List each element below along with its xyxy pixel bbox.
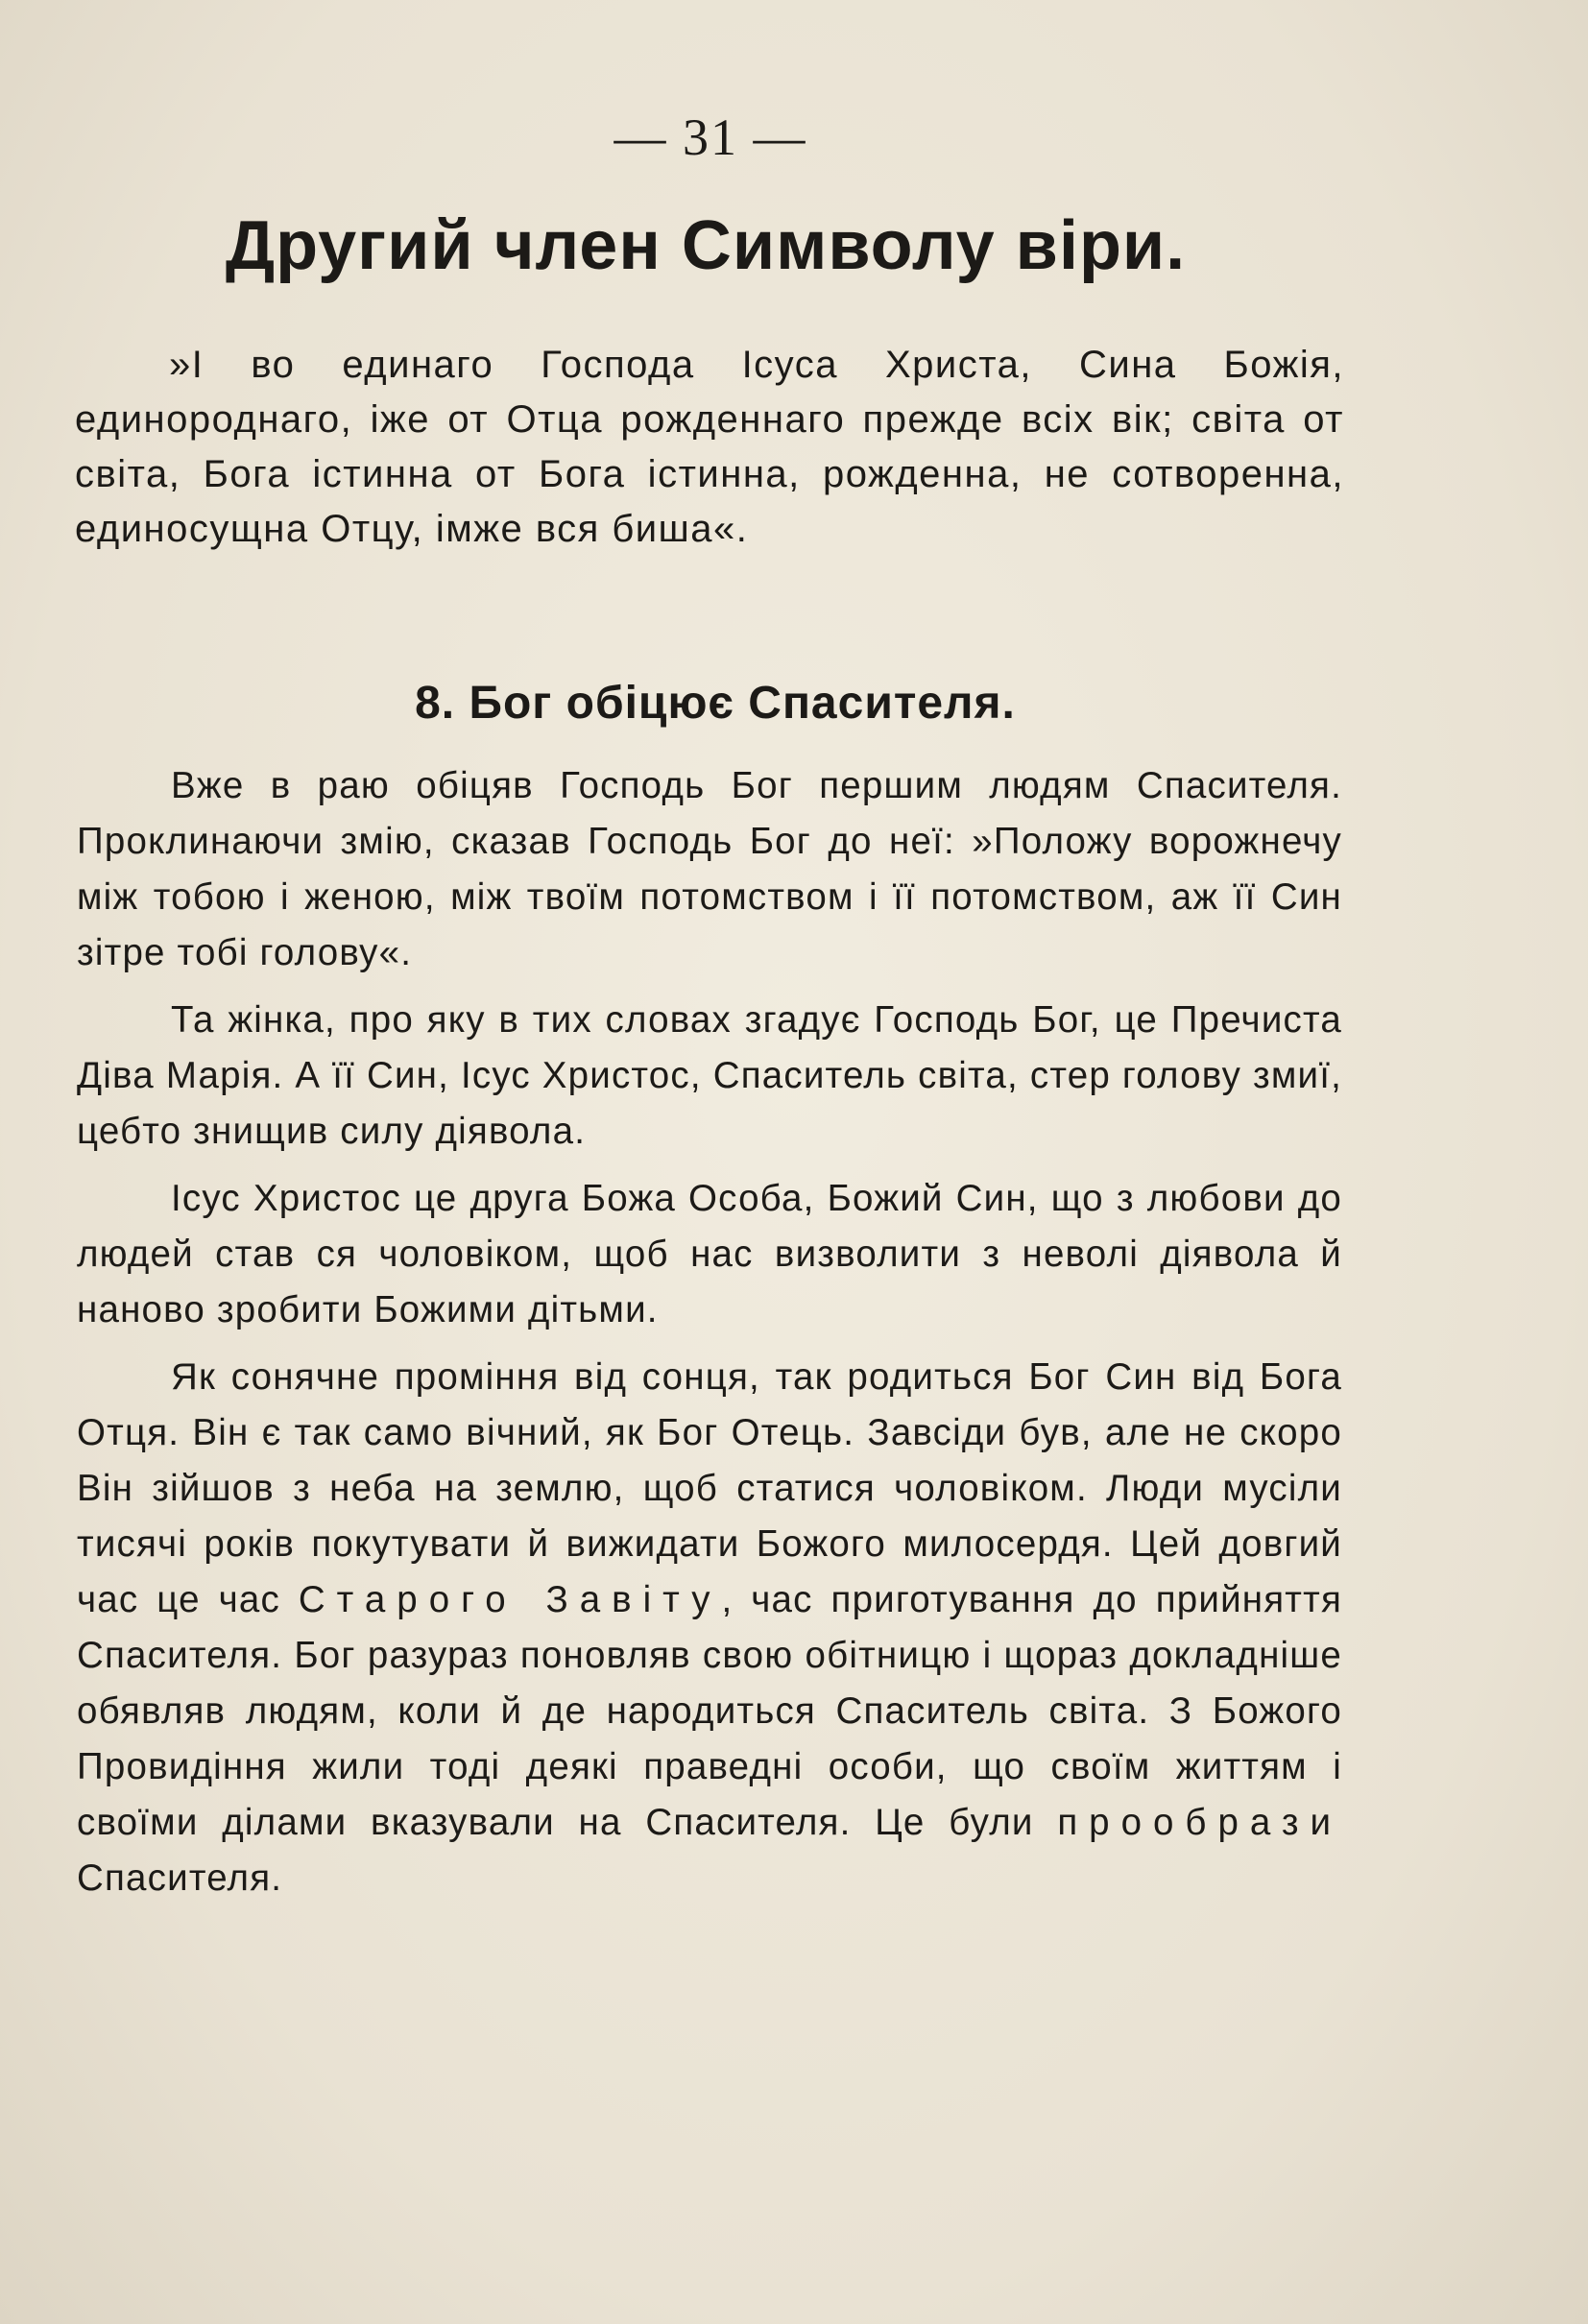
paragraph-text-part: Як сонячне проміння від сонця, так родиться Бог Син від Бога Отця. Він є так само вічний, як Бог Отець. Завсіди був, але не скоро Він зійшов з неба на землю, щоб статися чоловіком. Люди мусіли тисячі років покутувати й вижидати Божого милосердя. Цей довгий час це час [77, 1356, 1342, 1620]
paragraph-text-part: , час приготування до прийняття Спасителя. Бог разураз поновляв свою обітницю і щораз докладніше обявляв людям, коли й де народиться Спаситель світа. З Божого Провидіння жили тоді деякі праведні особи, що своїм життям і своїми ділами вказували на Спасителя. Це були [77, 1579, 1342, 1843]
paragraph-virgin-mary: Та жінка, про яку в тих словах згадує Господь Бог, це Пречиста Діва Марія. А її Син, Ісус Христос, Спаситель світа, стер голову змиї, цебто знищив силу діявола. [77, 999, 1342, 1152]
page-number: — 31 — [614, 108, 807, 166]
paragraph-text-part: Спасителя. [77, 1857, 283, 1899]
paragraph-promise: Вже в раю обіцяв Господь Бог першим людям Спасителя. Проклинаючи змію, сказав Господь Бог до неї: »Положу ворожнечу між тобою і женою, між твоїм потомством і її потомством, аж її Син зітре тобі голову«. [77, 765, 1342, 973]
emphasis-old-testament: Старого Завіту [298, 1579, 722, 1620]
paragraph-second-person: Ісус Христос це друга Божа Особа, Божий Син, що з любови до людей став ся чоловіком, щоб нас визволити з неволі діявола й наново зробити Божими дітьми. [77, 1178, 1342, 1330]
paragraph-old-testament [77, 1350, 1342, 1906]
chapter-title: Другий член Символу віри. [225, 207, 1187, 284]
section-title: 8. Бог обіцює Спасителя. [415, 678, 1016, 729]
section-body [77, 758, 1342, 1918]
emphasis-prefigurations: прообрази [1057, 1802, 1342, 1843]
creed-quote: »І во единаго Господа Ісуса Христа, Сина Божія, единороднаго, іже от Отца рожденнаго прежде всіх вік; світа от світа, Бога істинна от Бога істинна, рожденна, не сотворенна, единосущна Отцу, імже вся биша«. [75, 344, 1344, 550]
